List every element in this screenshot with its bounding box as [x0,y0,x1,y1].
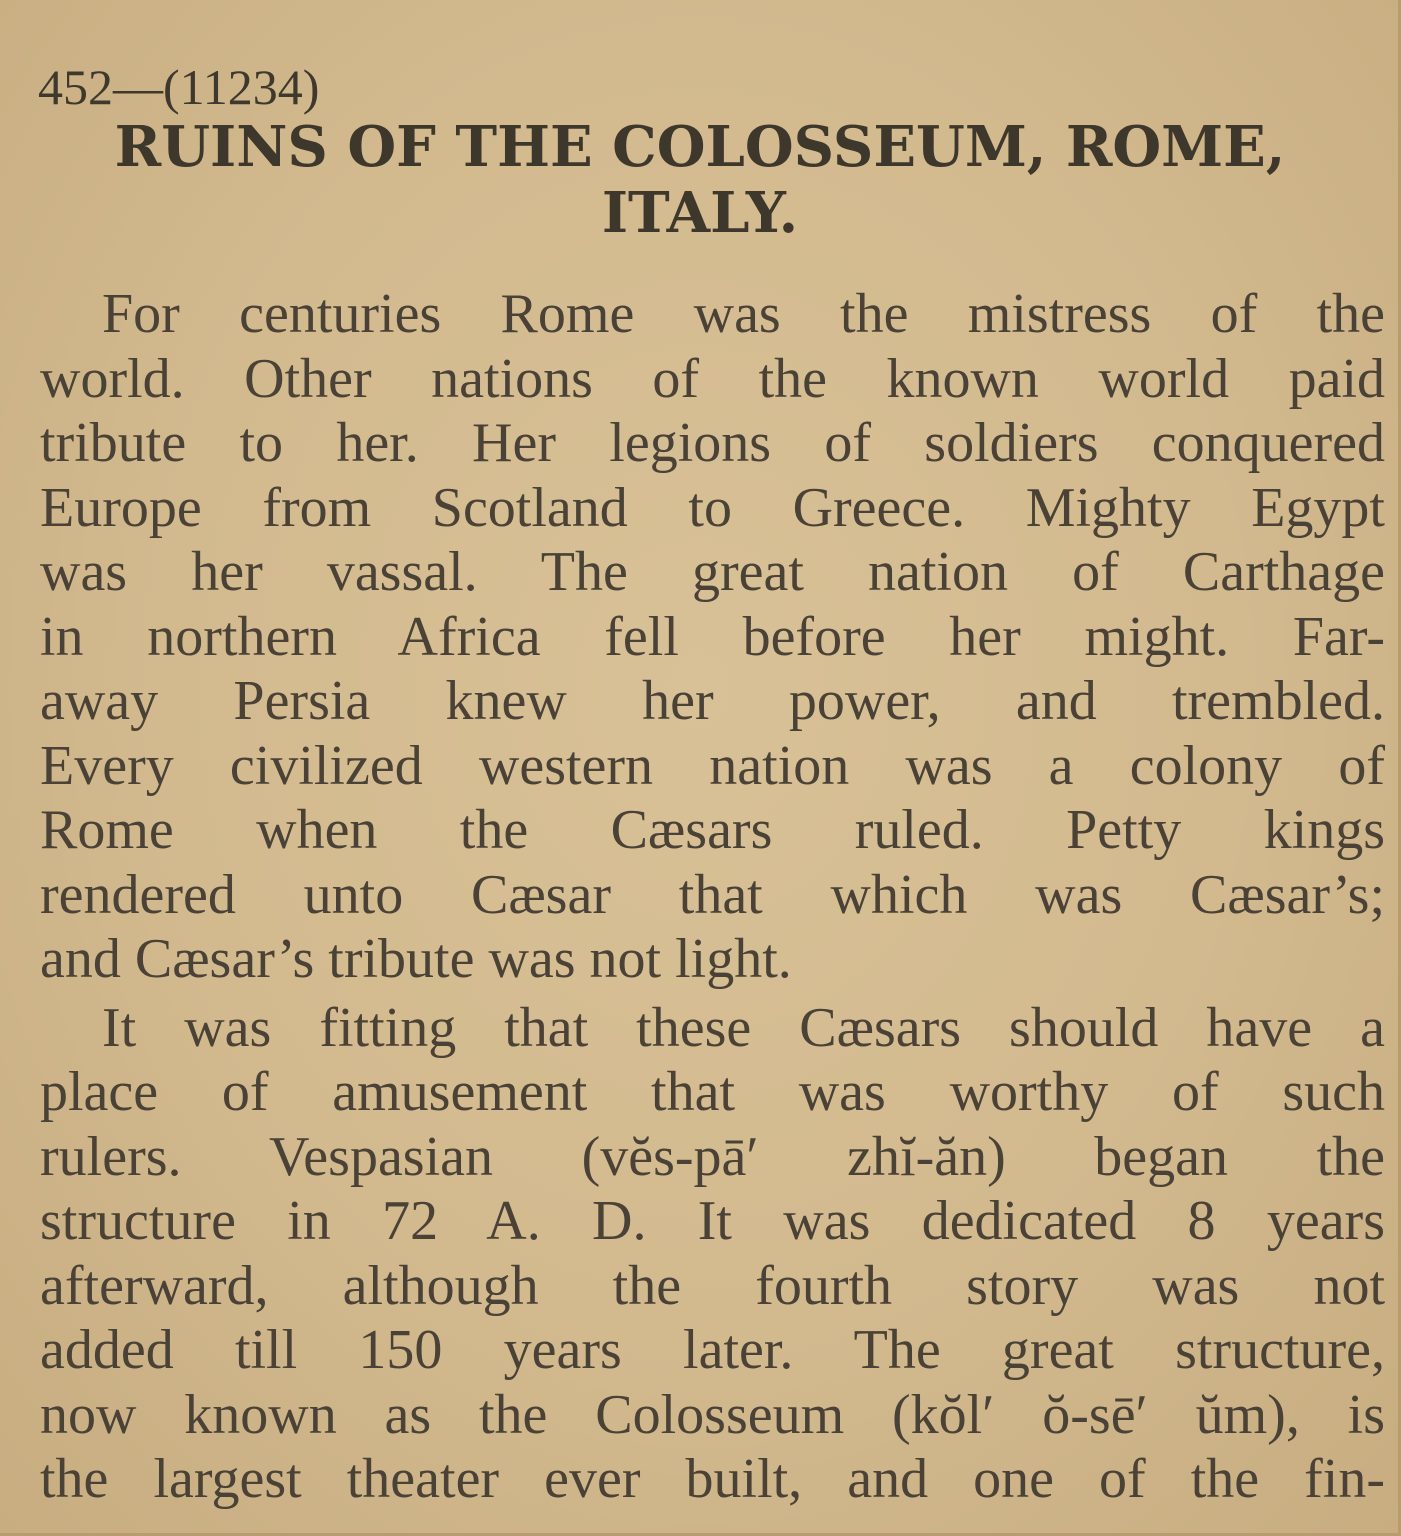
text-line: Rome when the Cæsars ruled. Petty kings [40,799,1385,861]
text-line: tribute to her. Her legions of soldiers conquered [40,412,1385,474]
text-line: afterward, although the fourth story was not [40,1254,1385,1317]
title-line: ITALY. [601,180,799,246]
text-line: the largest theater ever built, and one of the fin- [40,1448,1385,1510]
text-line: now known as the Colosseum (kŏl′ ŏ-sē′ ŭm), is [40,1383,1385,1446]
text-line: Europe from Scotland to Greece. Mighty Egypt [40,476,1385,539]
text-line: away Persia knew her power, and trembled. [40,670,1385,732]
text-line: was her vassal. The great nation of Carthage [40,541,1385,603]
text-line: Every civilized western nation was a colony of [40,734,1385,797]
text-line: structure in 72 A. D. It was dedicated 8 years [40,1190,1385,1252]
catalog-number: 452—(11234) [38,59,320,115]
paragraph-1 [40,282,1385,992]
paragraph-2 [40,996,1385,1512]
text-line: added till 150 years later. The great structure, [40,1319,1385,1381]
text-line: rulers. Vespasian (vĕs-pā′ zhĭ-ăn) began the [40,1125,1385,1188]
text-line: rendered unto Cæsar that which was Cæsar’s; [40,863,1385,926]
text-line: For centuries Rome was the mistress of the [102,283,1385,345]
text-line: and Cæsar’s tribute was not light. [40,928,792,990]
description-text [40,282,1385,1512]
text-line: It was fitting that these Cæsars should have a [102,996,1385,1059]
text-line: world. Other nations of the known world paid [40,347,1385,410]
title-line: RUINS OF THE COLOSSEUM, ROME, [114,114,1286,180]
card-title [30,114,1370,246]
text-line: place of amusement that was worthy of such [40,1061,1385,1123]
text-line: in northern Africa fell before her might. Far- [40,605,1385,668]
